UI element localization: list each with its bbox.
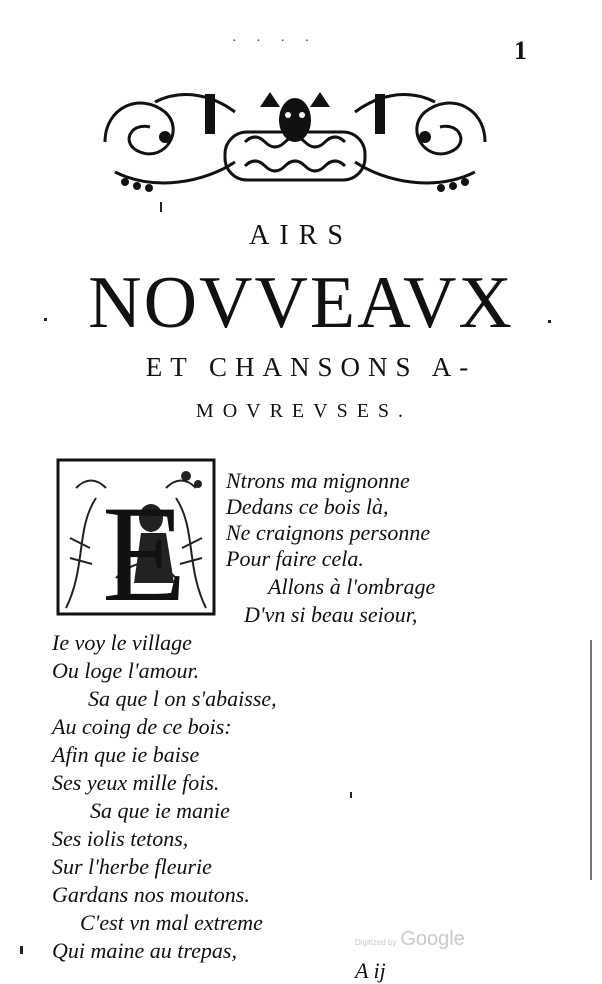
title-line-nouveaux: NOVVEAVX (88, 262, 514, 344)
ink-speck (44, 318, 47, 321)
ink-speck (160, 202, 162, 212)
poem-line: Sa que ie manie (90, 798, 230, 823)
title-line-amoureuses: MOVREVSES. (195, 400, 413, 422)
poem-line: C'est vn mal extreme (80, 910, 263, 935)
watermark-brand: Google (400, 928, 465, 950)
ornament-headpiece (95, 82, 495, 200)
poem-line: Sa que l on s'abaisse, (88, 686, 277, 711)
ink-speck (20, 946, 23, 954)
watermark-prefix: Digitized by (355, 938, 397, 947)
poem-line: Ou loge l'amour. (52, 658, 200, 683)
poem-line: D'vn si beau seiour, (244, 602, 418, 627)
signature-mark: A ij (355, 958, 386, 983)
poem-line: Ses yeux mille fois. (52, 770, 220, 795)
title-line-chansons: ET CHANSONS A- (145, 352, 477, 382)
page-edge-shadow (590, 640, 592, 880)
ink-speck (548, 320, 551, 323)
decorated-initial-e (56, 458, 216, 616)
ink-speck (350, 792, 352, 798)
dropcap-letter: E (102, 477, 187, 616)
poem-line: Gardans nos moutons. (52, 882, 250, 907)
title-line-airs: AIRS (249, 220, 353, 251)
poem-line: Ne craignons personne (226, 520, 431, 545)
poem-line: Ntrons ma mignonne (226, 468, 410, 493)
poem-line: Ses iolis tetons, (52, 826, 189, 851)
ink-specks: · · · · (232, 34, 318, 49)
digitization-watermark (355, 928, 465, 951)
poem-line: Allons à l'ombrage (268, 574, 436, 599)
poem-line: Qui maine au trepas, (52, 938, 237, 963)
poem-line: Dedans ce bois là, (226, 494, 389, 519)
page-number: 1 (514, 36, 527, 65)
poem-line: Ie voy le village (52, 630, 192, 655)
poem-line: Pour faire cela. (226, 546, 364, 571)
poem-line: Afin que ie baise (52, 742, 200, 767)
poem-line: Sur l'herbe fleurie (52, 854, 212, 879)
poem-line: Au coing de ce bois: (52, 714, 232, 739)
